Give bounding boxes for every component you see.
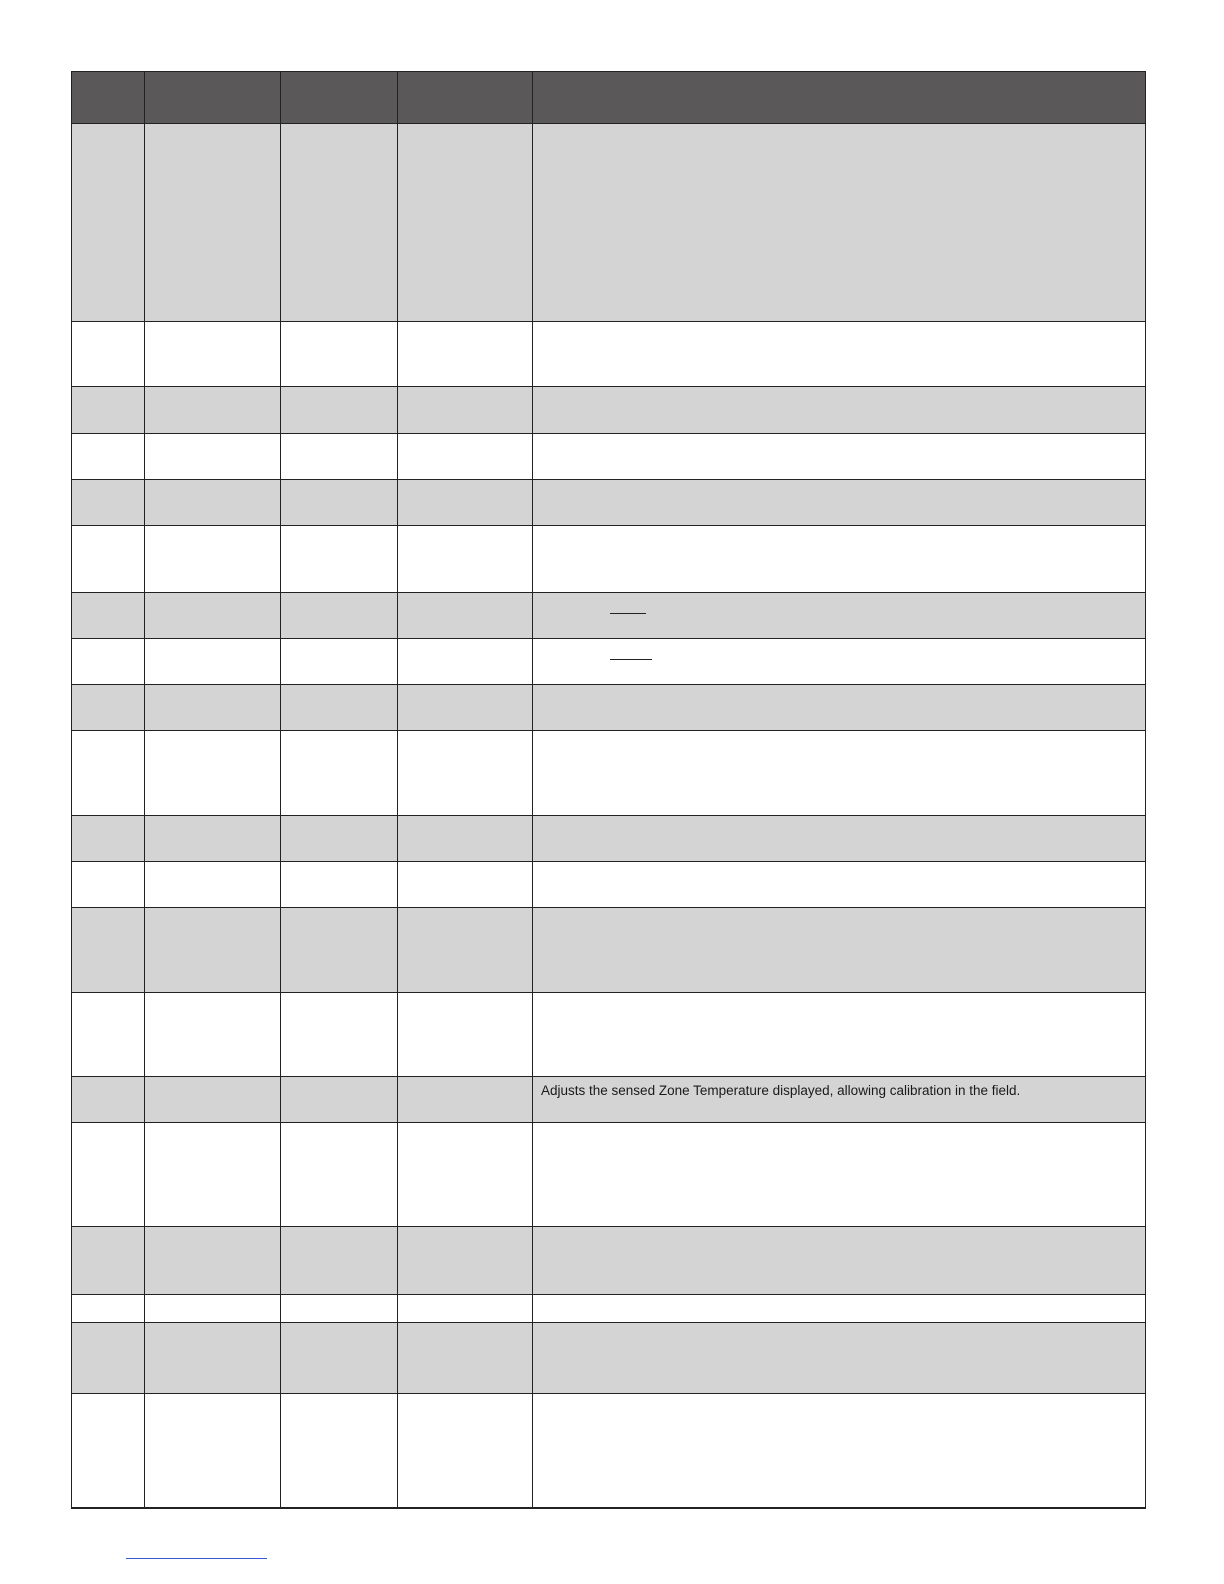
table-row [72, 908, 1146, 993]
table-cell [145, 434, 281, 480]
table-cell [72, 434, 145, 480]
table-cell [281, 1227, 398, 1295]
table-row [72, 816, 1146, 862]
table-cell [398, 731, 533, 816]
table-cell [398, 639, 533, 685]
table-cell [533, 1295, 1146, 1323]
table-row [72, 639, 1146, 685]
table-cell [533, 387, 1146, 434]
table-cell [145, 526, 281, 593]
table-row [72, 685, 1146, 731]
underline-mark [610, 659, 652, 660]
table-cell [281, 1295, 398, 1323]
table-cell [533, 480, 1146, 526]
table-cell [533, 685, 1146, 731]
table-cell [145, 124, 281, 322]
table-cell [281, 908, 398, 993]
table-cell [281, 1077, 398, 1123]
table-row [72, 862, 1146, 908]
table-cell [72, 908, 145, 993]
table-cell [398, 1123, 533, 1227]
table-cell [398, 993, 533, 1077]
table-cell [281, 434, 398, 480]
table-cell [72, 1077, 145, 1123]
table-cell [281, 322, 398, 387]
table-cell [398, 387, 533, 434]
table-cell [398, 124, 533, 322]
table-cell [533, 816, 1146, 862]
table-row [72, 1227, 1146, 1295]
table-cell [533, 731, 1146, 816]
table-cell [145, 1323, 281, 1394]
footer-link-underline[interactable] [126, 1558, 267, 1559]
table-cell [533, 993, 1146, 1077]
table-cell [281, 387, 398, 434]
table-row [72, 322, 1146, 387]
table-cell [72, 685, 145, 731]
table-header-row [72, 72, 1146, 124]
table-cell [281, 993, 398, 1077]
table-cell [72, 322, 145, 387]
table-cell [398, 434, 533, 480]
table-row [72, 1123, 1146, 1227]
table-cell [533, 862, 1146, 908]
table-cell [398, 862, 533, 908]
table-cell [398, 816, 533, 862]
description-cell: Adjusts the sensed Zone Temperature displayed, allowing calibration in the field. [533, 1077, 1146, 1123]
table-cell [281, 685, 398, 731]
table-cell [398, 593, 533, 639]
table-cell [398, 1394, 533, 1508]
table-row [72, 387, 1146, 434]
header-cell [72, 72, 145, 124]
table-row [72, 124, 1146, 322]
table-cell [398, 1323, 533, 1394]
table-cell [533, 593, 1146, 639]
header-cell [281, 72, 398, 124]
table-row [72, 480, 1146, 526]
table-cell [145, 1123, 281, 1227]
table-cell [72, 124, 145, 322]
table-cell [72, 731, 145, 816]
table-row [72, 526, 1146, 593]
table-row [72, 1394, 1146, 1508]
table-cell [281, 1123, 398, 1227]
table-cell [398, 1077, 533, 1123]
table-cell [281, 731, 398, 816]
table-row [72, 434, 1146, 480]
table-cell [533, 124, 1146, 322]
table-cell [281, 862, 398, 908]
table-cell [145, 862, 281, 908]
table-cell [145, 993, 281, 1077]
parameter-table [71, 71, 1146, 1509]
table-cell [398, 480, 533, 526]
table-cell [398, 322, 533, 387]
table-cell [145, 1394, 281, 1508]
underline-mark [610, 613, 646, 614]
table-cell [145, 593, 281, 639]
table-cell [281, 124, 398, 322]
table-cell [72, 993, 145, 1077]
table-cell [72, 862, 145, 908]
table-cell [72, 1123, 145, 1227]
table-cell [398, 1227, 533, 1295]
table-cell [145, 480, 281, 526]
header-cell [533, 72, 1146, 124]
table-cell [145, 1295, 281, 1323]
table-row [72, 731, 1146, 816]
table-cell [281, 593, 398, 639]
table-cell [145, 639, 281, 685]
table-cell [145, 816, 281, 862]
table-cell [281, 526, 398, 593]
table-cell [533, 908, 1146, 993]
table-cell [281, 480, 398, 526]
table-cell [72, 480, 145, 526]
table-cell [281, 816, 398, 862]
table-cell [533, 1323, 1146, 1394]
table-cell [145, 322, 281, 387]
table-row [72, 1323, 1146, 1394]
table-cell [72, 1295, 145, 1323]
table-cell [533, 639, 1146, 685]
table-cell [145, 685, 281, 731]
table-cell [533, 322, 1146, 387]
table-cell [281, 639, 398, 685]
table-cell [72, 593, 145, 639]
table-cell [398, 526, 533, 593]
table-row [72, 593, 1146, 639]
table-cell [281, 1394, 398, 1508]
table-cell [398, 685, 533, 731]
table-cell [145, 908, 281, 993]
table-cell [281, 1323, 398, 1394]
table-row [72, 1295, 1146, 1323]
table-cell [145, 1227, 281, 1295]
header-cell [398, 72, 533, 124]
table-cell [72, 639, 145, 685]
table-cell [533, 434, 1146, 480]
table-cell [72, 1394, 145, 1508]
table-cell [72, 526, 145, 593]
table-cell [533, 1123, 1146, 1227]
table-cell [72, 1227, 145, 1295]
table-cell [145, 1077, 281, 1123]
table-cell [398, 908, 533, 993]
table-cell [72, 1323, 145, 1394]
table-cell [533, 526, 1146, 593]
table-row [72, 1077, 1146, 1123]
header-cell [145, 72, 281, 124]
table-cell [533, 1227, 1146, 1295]
table-cell [72, 387, 145, 434]
table-cell [533, 1394, 1146, 1508]
table-cell [72, 816, 145, 862]
table-cell [145, 387, 281, 434]
table-cell [398, 1295, 533, 1323]
table-cell [145, 731, 281, 816]
table-row [72, 993, 1146, 1077]
